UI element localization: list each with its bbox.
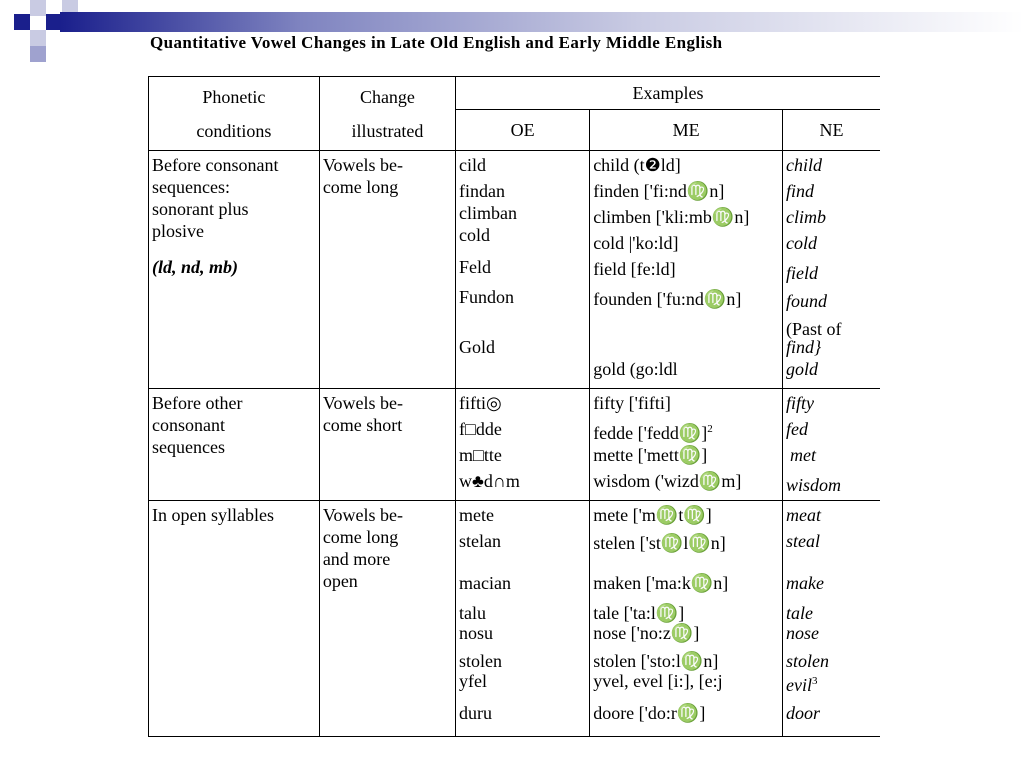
header-oe: OE xyxy=(456,110,590,151)
decor-square xyxy=(30,46,46,62)
me-word: tale ['ta:l♍] xyxy=(593,603,685,623)
oe-word: stelan xyxy=(459,531,502,551)
ne-word: (Past of xyxy=(786,319,842,339)
me-word: child (t❷ld] xyxy=(593,155,681,175)
me-cell xyxy=(590,389,783,501)
oe-word: fifti◎ xyxy=(459,393,502,413)
me-word: mette ['mett♍] xyxy=(593,445,708,465)
ne-word: evil xyxy=(786,675,812,695)
title-gradient-bar xyxy=(60,12,1024,32)
oe-word: findan xyxy=(459,181,506,201)
condition-cell xyxy=(149,389,320,501)
oe-word: cold xyxy=(459,225,491,245)
ne-word: fifty xyxy=(786,393,815,413)
ne-cell xyxy=(783,501,880,737)
change-line: come long xyxy=(322,527,399,547)
ne-word: found xyxy=(786,291,828,311)
me-word: stelen ['st♍l♍n] xyxy=(593,533,726,553)
me-word-with-footnote xyxy=(593,418,779,444)
footnote-mark: 3 xyxy=(812,675,818,687)
oe-word: climban xyxy=(459,203,518,223)
me-word: finden ['fi:nd♍n] xyxy=(593,181,725,201)
footnote-mark: 2 xyxy=(707,423,713,435)
header-examples: Examples xyxy=(456,77,880,110)
vowel-changes-table xyxy=(148,76,880,737)
change-line: Vowels be- xyxy=(322,505,403,525)
condition-line: consonant xyxy=(152,415,225,435)
me-word: gold (go:ldl xyxy=(593,359,678,379)
ne-cell xyxy=(783,151,880,389)
condition-cell xyxy=(149,151,320,389)
change-line: come short xyxy=(322,415,403,435)
ne-word: steal xyxy=(786,531,821,551)
table-row xyxy=(149,151,881,389)
header-phonetic-line: Phonetic xyxy=(202,86,266,107)
table-row xyxy=(149,389,881,501)
oe-word: duru xyxy=(459,703,493,723)
me-word: wisdom ('wizd♍m] xyxy=(593,471,742,491)
ne-word: find xyxy=(786,181,815,201)
ne-word: make xyxy=(786,573,824,593)
ne-cell xyxy=(783,389,880,501)
oe-word: stolen xyxy=(459,651,503,671)
change-cell xyxy=(319,501,455,737)
me-word: mete ['m♍t♍] xyxy=(593,505,712,525)
header-change-illustrated xyxy=(319,77,455,151)
ne-word: stolen xyxy=(786,651,830,671)
me-word: stolen ['sto:l♍n] xyxy=(593,651,719,671)
me-word: maken ['ma:k♍n] xyxy=(593,573,729,593)
change-line: come long xyxy=(322,177,399,197)
change-line: Vowels be- xyxy=(322,155,403,175)
oe-word: mete xyxy=(459,505,495,525)
oe-word: nosu xyxy=(459,623,494,643)
header-me: ME xyxy=(590,110,783,151)
oe-cell xyxy=(456,151,590,389)
ne-word: meat xyxy=(786,505,822,525)
oe-word: macian xyxy=(459,573,512,593)
oe-word: yfel xyxy=(459,671,488,691)
me-word: cold |'ko:ld] xyxy=(593,233,679,253)
oe-word: m□tte xyxy=(459,445,502,465)
condition-cell xyxy=(149,501,320,737)
ne-word: child xyxy=(786,155,823,175)
condition-note: (ld, nd, mb) xyxy=(152,257,239,277)
me-word: climben ['kli:mb♍n] xyxy=(593,207,750,227)
ne-word: nose xyxy=(786,623,820,643)
header-ne: NE xyxy=(783,110,880,151)
me-word: fedde ['fedd♍] xyxy=(593,423,708,443)
ne-word: wisdom xyxy=(786,475,842,495)
decor-square xyxy=(30,0,46,16)
me-word: nose ['no:z♍] xyxy=(593,623,700,643)
ne-word: tale xyxy=(786,603,814,623)
oe-word: Gold xyxy=(459,337,496,357)
condition-line: plosive xyxy=(152,221,204,241)
condition-line: Before other xyxy=(152,393,243,413)
header-illustrated-line: illustrated xyxy=(351,120,424,141)
me-word: doore ['do:r♍] xyxy=(593,703,706,723)
condition-line: sequences: xyxy=(152,177,230,197)
decor-square xyxy=(30,30,46,46)
condition-line: sonorant plus xyxy=(152,199,249,219)
ne-word-with-footnote xyxy=(786,670,877,702)
oe-word: Feld xyxy=(459,257,492,277)
header-phonetic-conditions xyxy=(149,77,320,151)
condition-line: In open syllables xyxy=(152,505,274,525)
ne-word: field xyxy=(786,263,819,283)
me-cell xyxy=(590,151,783,389)
me-word: fifty ['fifti] xyxy=(593,393,671,413)
oe-cell xyxy=(456,389,590,501)
table-row xyxy=(149,501,881,737)
header-change-line: Change xyxy=(359,86,415,107)
oe-cell xyxy=(456,501,590,737)
ne-word: door xyxy=(786,703,821,723)
page-title: Quantitative Vowel Changes in Late Old English and Early Middle English xyxy=(150,33,723,52)
ne-word: climb xyxy=(786,207,827,227)
decor-square xyxy=(14,30,30,46)
change-line: open xyxy=(322,571,358,591)
condition-line: sequences xyxy=(152,437,225,457)
change-line: Vowels be- xyxy=(322,393,403,413)
ne-word: find} xyxy=(786,337,822,357)
oe-word: f□dde xyxy=(459,419,502,439)
oe-word: Fundon xyxy=(459,287,515,307)
me-word: yvel, evel [i:], [e:j xyxy=(593,671,723,691)
change-cell xyxy=(319,151,455,389)
ne-word: cold xyxy=(786,233,818,253)
change-cell xyxy=(319,389,455,501)
ne-word: met xyxy=(790,445,817,465)
ne-word: gold xyxy=(786,359,819,379)
oe-word: talu xyxy=(459,603,487,623)
condition-line: Before consonant xyxy=(152,155,279,175)
decor-square xyxy=(14,14,30,30)
oe-word: w♣d∩m xyxy=(459,471,520,491)
ne-word: fed xyxy=(786,419,809,439)
me-word: field [fe:ld] xyxy=(593,259,676,279)
me-word: founden ['fu:nd♍n] xyxy=(593,289,742,309)
oe-word: cild xyxy=(459,155,487,175)
header-conditions-line: conditions xyxy=(196,120,272,141)
change-line: and more xyxy=(322,549,391,569)
me-cell xyxy=(590,501,783,737)
